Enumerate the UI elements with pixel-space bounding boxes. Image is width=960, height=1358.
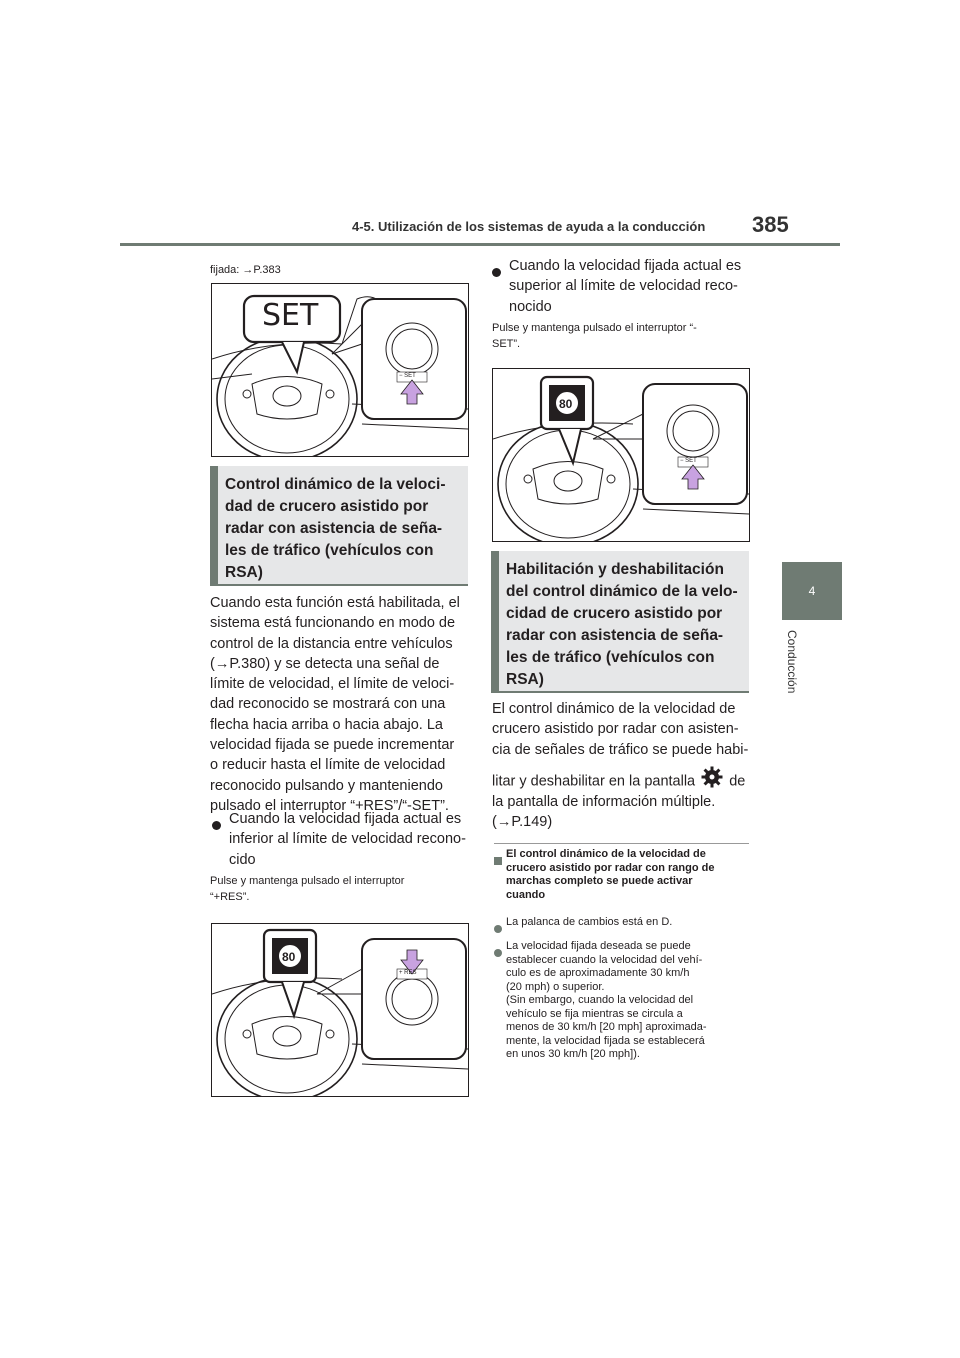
- chapter-label: Conducción: [785, 630, 799, 694]
- chapter-tab: 4: [782, 562, 842, 620]
- figure-minus-set-switch: [492, 368, 750, 542]
- note-square-marker: [494, 852, 502, 870]
- steering-wheel-illustration: [212, 284, 468, 456]
- header-rule: [120, 243, 840, 246]
- note-divider: [494, 843, 749, 844]
- note-bullet: [494, 920, 502, 938]
- note-bullet: [494, 944, 502, 962]
- minus-set-switch-label: − SET: [680, 458, 697, 464]
- speed-sign-80: 80: [282, 950, 296, 964]
- instruction-res: Pulse y mantenga pulsado el interruptor “+RES”.: [210, 875, 405, 903]
- callout-enable-disable: [491, 551, 749, 693]
- callout-rsa: [210, 466, 468, 586]
- bullet-higher-speed: Cuando la velocidad fijada actual es superior al límite de velocidad reco- nocido: [509, 258, 742, 315]
- plus-res-switch-label: + RES: [399, 970, 417, 976]
- bullet-dot: [212, 817, 221, 835]
- instruction-set: Pulse y mantenga pulsado el interruptor “- SET”.: [492, 322, 697, 350]
- set-label: SET: [262, 298, 319, 333]
- callout-title: Habilitación y deshabilitación del control dinámico de la velo- cidad de crucero asistido por radar con asistencia de seña- les de tráfico (vehículos con RSA): [506, 561, 738, 688]
- speed-sign-80: 80: [559, 397, 573, 411]
- note-item-speed: La velocidad fijada deseada se puede establecer cuando la velocidad del vehí- culo es de aproximadamente 30 km/h (20 mph) o superior. (Sin embargo, cuando la velocidad del vehículo se fija mientras se circula a menos de 30 km/h [20 mph] aproximada- mente, la velocidad fijada se establecerá en unos 30 km/h [20 mph]).: [506, 940, 707, 1060]
- bullet-dot: [492, 264, 501, 282]
- note-item-gear-d: La palanca de cambios está en D.: [506, 916, 673, 928]
- paragraph-function: Cuando esta función está habilitada, el sistema está funcionando en modo de control de la distancia entre vehículos (→P.380) y se detecta una señal de límite de velocidad, el límite de veloci- dad reconocido se mostrará con una flecha hacia arriba o hacia abajo. La velocidad fijada se puede incrementar o reducir hasta el límite de velocidad reconocido pulsando y manteniendo pulsado el interruptor “+RES”/“-SET”.: [210, 595, 460, 814]
- bullet-lower-speed: Cuando la velocidad fijada actual es inferior al límite de velocidad recono- cido: [229, 811, 466, 868]
- section-title: 4-5. Utilización de los sistemas de ayuda a la conducción: [352, 219, 706, 234]
- steering-wheel-illustration: [212, 924, 468, 1096]
- steering-wheel-illustration: [493, 369, 749, 541]
- figure-res-switch: [211, 923, 469, 1097]
- callout-title: Control dinámico de la veloci- dad de crucero asistido por radar con asistencia de seña- les de tráfico (vehículos con RSA): [225, 476, 446, 581]
- note-title: El control dinámico de la velocidad de crucero asistido por radar con rango de marchas completo se puede activar cuando: [506, 848, 715, 901]
- minus-set-switch-label: − SET: [399, 373, 416, 379]
- paragraph-enable: El control dinámico de la velocidad de crucero asistido por radar con asisten- cia de señales de tráfico se puede habi- litar y deshabilitar en la pantalla de la pantalla de información múltiple. (→P.149): [492, 701, 749, 831]
- page-number: 385: [752, 212, 789, 237]
- intro-reference: fijada: →P.383: [210, 264, 281, 276]
- figure-set-switch: [211, 283, 469, 457]
